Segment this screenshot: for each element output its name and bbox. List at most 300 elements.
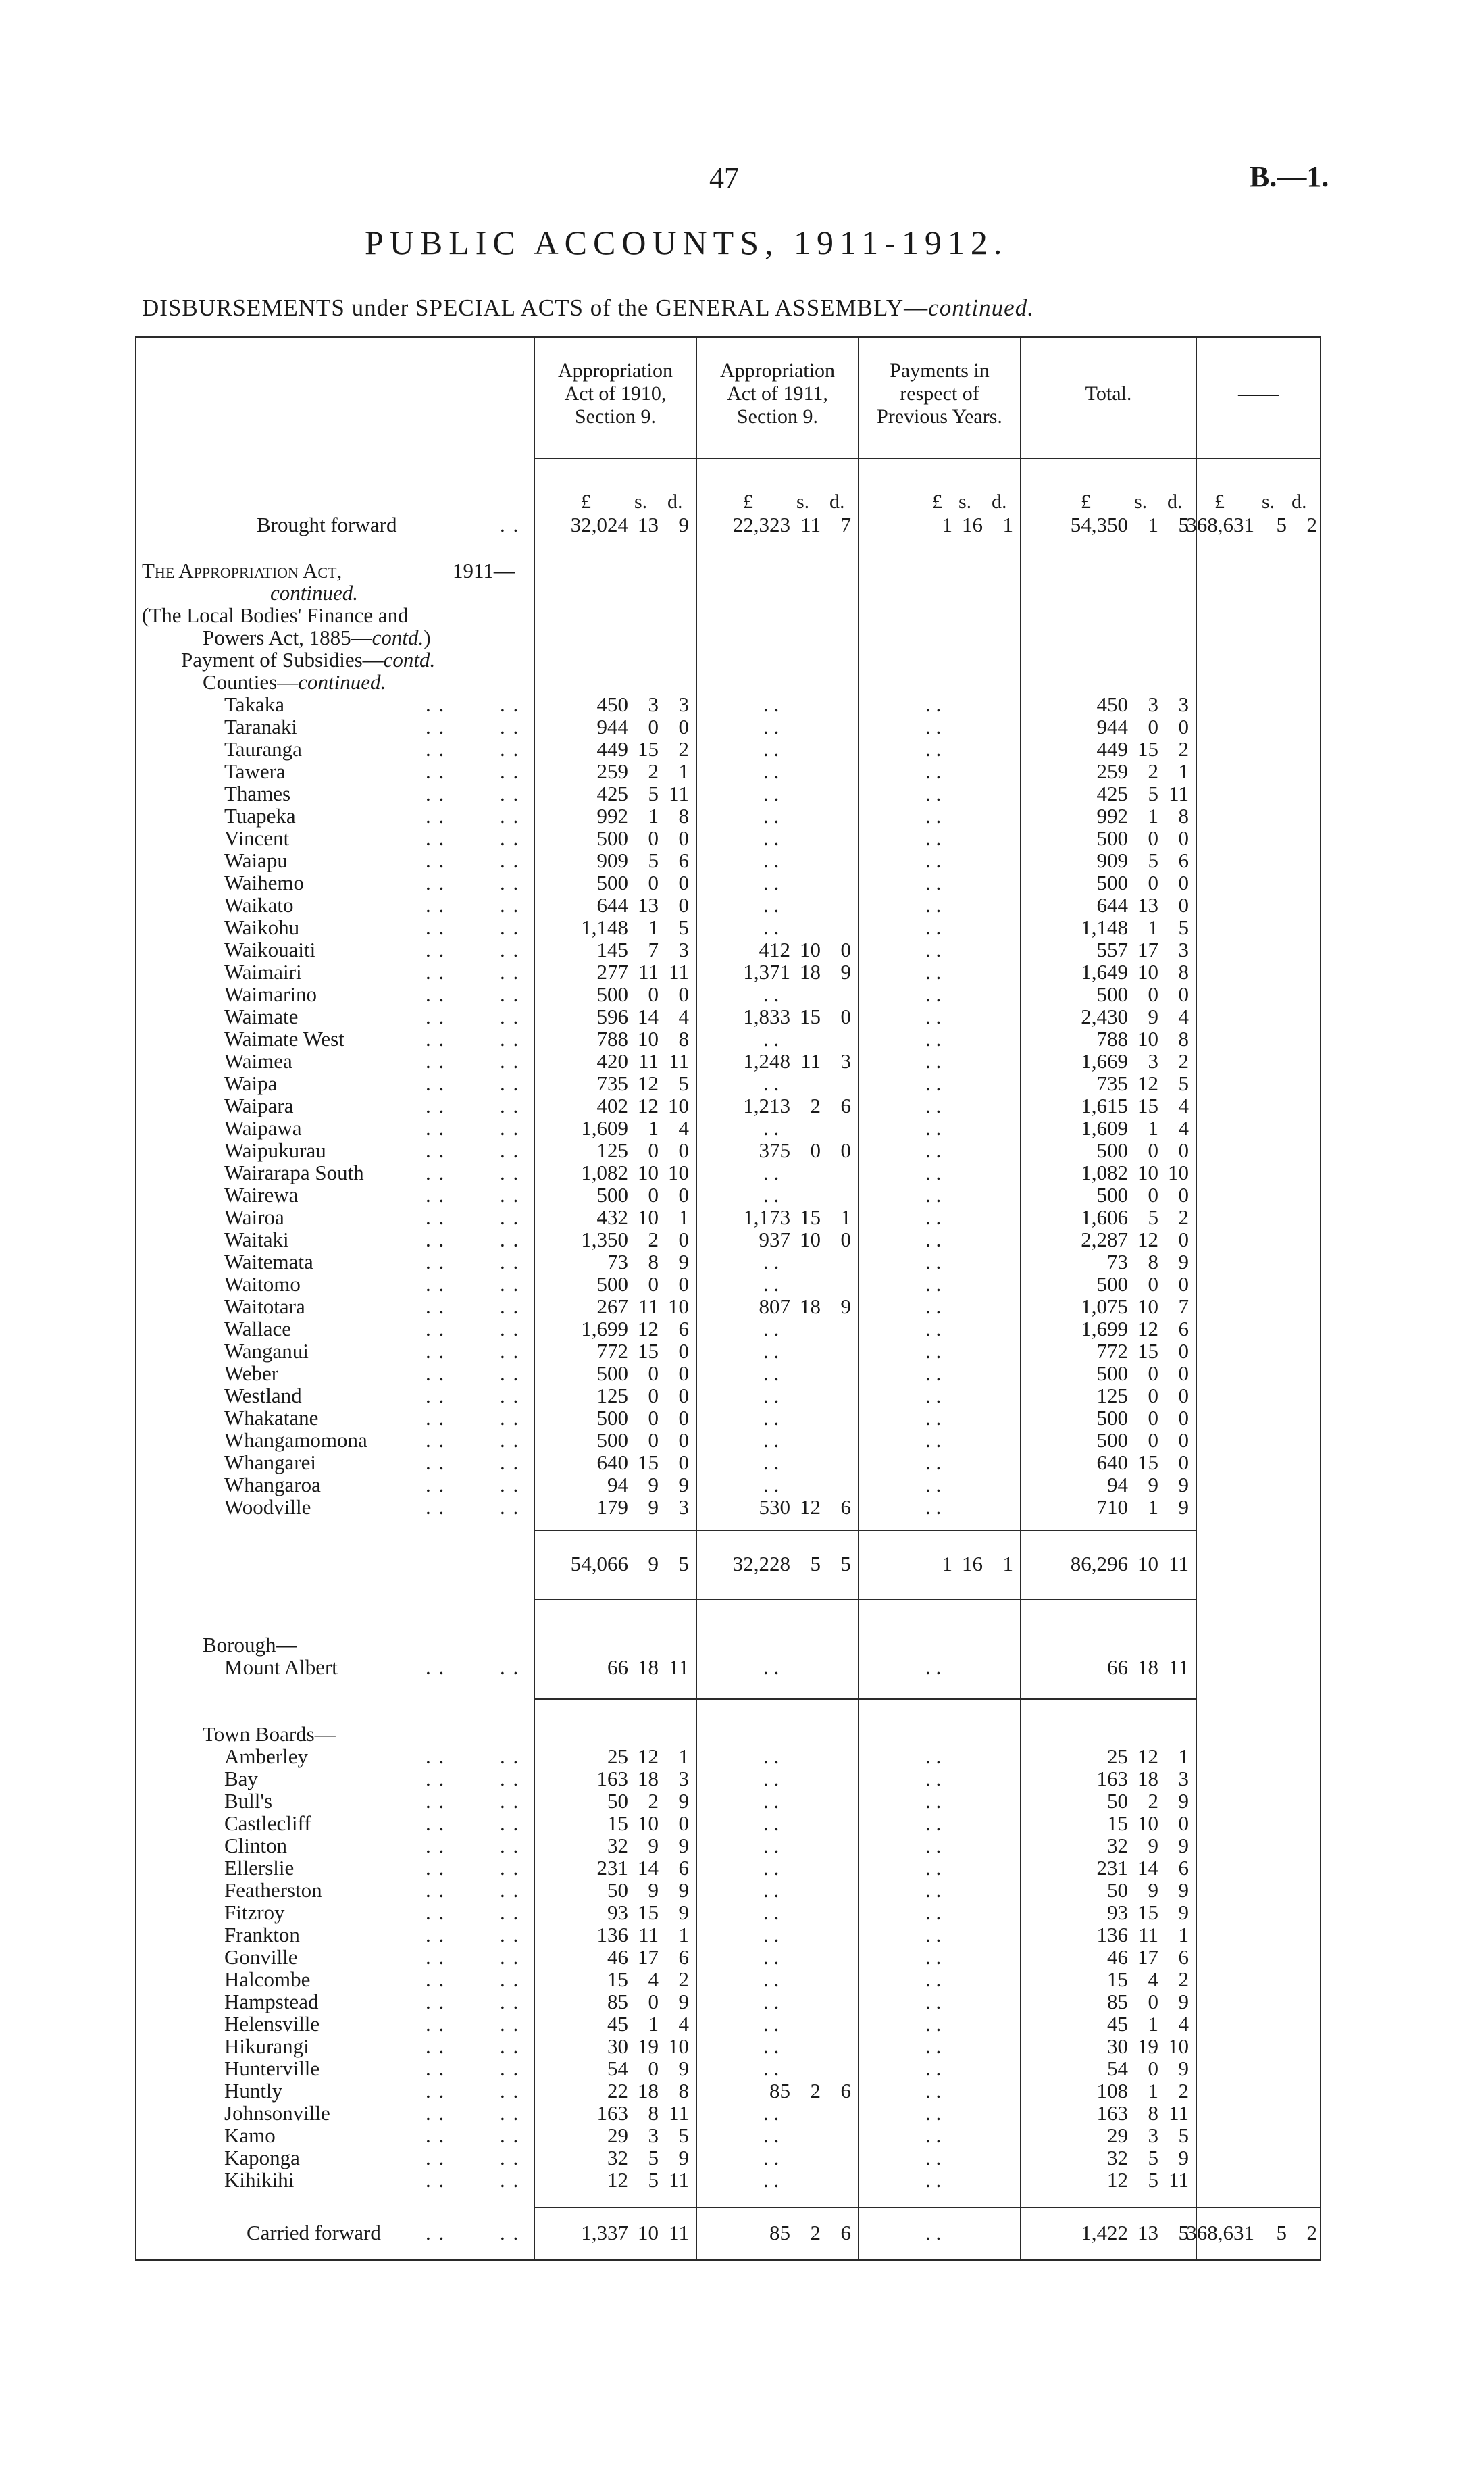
amount-pence: 2: [1306, 513, 1317, 536]
amount-pounds: 432: [596, 1205, 628, 1229]
county-row: [135, 738, 1321, 760]
amount-shillings: 0: [1148, 1406, 1158, 1430]
act-heading-line2: [135, 582, 1321, 604]
amount-pounds: 1,148: [1081, 915, 1128, 939]
amount-pounds: 368,631: [1186, 513, 1254, 536]
nil-dots: . .: [925, 1990, 942, 2013]
amount-pence: 0: [678, 1138, 689, 1162]
amount-pounds: 25: [1107, 1744, 1128, 1768]
amount-pounds: 30: [1107, 2034, 1128, 2058]
nil-dots: . .: [925, 1339, 942, 1363]
leader-dots: . .: [426, 849, 446, 872]
amount-shillings: 10: [1137, 1294, 1158, 1318]
amount-pence: 9: [678, 1789, 689, 1813]
town-board-row: [135, 2102, 1321, 2124]
amount-shillings: 12: [638, 1744, 659, 1768]
act-heading-line3: [135, 604, 1321, 626]
nil-dots: . .: [763, 871, 779, 895]
row-label: Wanganui: [224, 1339, 309, 1363]
leader-dots: . .: [500, 715, 520, 738]
nil-dots: . .: [925, 1655, 942, 1679]
county-row: [135, 1362, 1321, 1384]
amount-pounds: 46: [607, 1945, 628, 1969]
amount-shillings: 2: [1148, 1789, 1158, 1813]
amount-pounds: 909: [596, 849, 628, 872]
leader-dots: . .: [500, 1834, 520, 1857]
unit-d-2: d.: [829, 490, 845, 513]
amount-pounds: 640: [1096, 1451, 1128, 1474]
amount-pence: 6: [678, 1945, 689, 1969]
nil-dots: . .: [763, 1811, 779, 1835]
amount-pounds: 807: [759, 1294, 790, 1318]
amount-pounds: 368,631: [1186, 2221, 1254, 2244]
leader-dots: . .: [426, 1878, 446, 1902]
amount-pounds: 1,606: [1081, 1205, 1128, 1229]
town-board-row: [135, 1857, 1321, 1879]
amount-pounds: 1,609: [1081, 1116, 1128, 1140]
nil-dots: . .: [763, 1027, 779, 1051]
amount-pounds: 50: [1107, 1878, 1128, 1902]
amount-pounds: 500: [1096, 1428, 1128, 1452]
amount-pence: 0: [678, 1228, 689, 1251]
amount-pounds: 32,228: [732, 1552, 790, 1576]
nil-dots: . .: [925, 1789, 942, 1813]
amount-pounds: 259: [596, 759, 628, 783]
nil-dots: . .: [925, 826, 942, 850]
amount-shillings: 15: [1137, 1339, 1158, 1363]
amount-shillings: 19: [1137, 2034, 1158, 2058]
header-grand: ——: [1238, 382, 1279, 405]
leader-dots: . .: [426, 1205, 446, 1229]
amount-pence: 0: [678, 1183, 689, 1207]
nil-dots: . .: [925, 1072, 942, 1095]
borough-heading: Borough—: [203, 1633, 297, 1657]
leader-dots: . .: [500, 1856, 520, 1880]
amount-shillings: 10: [1137, 1161, 1158, 1184]
leader-dots: . .: [426, 1094, 446, 1117]
amount-pounds: 1,337: [581, 2221, 628, 2244]
amount-pence: 6: [678, 1317, 689, 1340]
leader-dots: . .: [500, 849, 520, 872]
brought-forward-row: [135, 513, 1321, 536]
act-heading-line4: [135, 626, 1321, 649]
leader-dots: . .: [426, 982, 446, 1006]
row-label: Waiapu: [224, 849, 288, 872]
amount-pounds: 500: [1096, 1183, 1128, 1207]
amount-shillings: 15: [638, 1339, 659, 1363]
row-label: Wallace: [224, 1317, 292, 1340]
amount-shillings: 5: [1148, 1205, 1158, 1229]
leader-dots: . .: [500, 1406, 520, 1430]
amount-pence: 6: [840, 1094, 851, 1117]
leader-dots: . .: [426, 759, 446, 783]
amount-pence: 0: [1178, 715, 1189, 738]
amount-pence: 0: [1178, 826, 1189, 850]
disbursements-table: [135, 336, 1321, 2261]
amount-pence: 11: [669, 1655, 689, 1679]
leader-dots: . .: [426, 1294, 446, 1318]
report-title: PUBLIC ACCOUNTS, 1911-1912.: [365, 224, 1008, 261]
amount-shillings: 1: [1148, 1116, 1158, 1140]
town-board-row: [135, 1834, 1321, 1857]
town-board-row: [135, 1923, 1321, 1946]
town-board-row: [135, 2124, 1321, 2146]
amount-pounds: 32: [607, 1834, 628, 1857]
amount-shillings: 2: [648, 1789, 659, 1813]
amount-pounds: 1,699: [581, 1317, 628, 1340]
county-row: [135, 1429, 1321, 1451]
amount-shillings: 5: [1276, 2221, 1287, 2244]
leader-dots: . .: [426, 1945, 446, 1969]
county-row: [135, 827, 1321, 849]
amount-shillings: 18: [638, 1655, 659, 1679]
leader-dots: . .: [500, 1027, 520, 1051]
county-row: [135, 715, 1321, 738]
amount-shillings: 1: [648, 1116, 659, 1140]
nil-dots: . .: [925, 1027, 942, 1051]
amount-shillings: 0: [648, 1990, 659, 2013]
leader-dots: . .: [426, 1138, 446, 1162]
row-label: Waitemata: [224, 1250, 313, 1274]
leader-dots: . .: [500, 1744, 520, 1768]
nil-dots: . .: [925, 737, 942, 761]
amount-pence: 0: [1178, 1339, 1189, 1363]
nil-dots: . .: [925, 715, 942, 738]
amount-pounds: 163: [1096, 2101, 1128, 2125]
borough-bottom-rule: [534, 1698, 1196, 1700]
amount-shillings: 15: [638, 737, 659, 761]
amount-pence: 9: [1178, 1473, 1189, 1496]
amount-shillings: 11: [1138, 1923, 1158, 1946]
leader-dots: . .: [500, 1655, 520, 1679]
header-app-1910: Appropriation Act of 1910, Section 9.: [558, 359, 673, 428]
nil-dots: . .: [925, 960, 942, 984]
amount-shillings: 18: [1137, 1767, 1158, 1790]
leader-dots: . .: [426, 1361, 446, 1385]
leader-dots: . .: [500, 1789, 520, 1813]
amount-shillings: 0: [1148, 826, 1158, 850]
amount-pounds: 500: [596, 871, 628, 895]
amount-pounds: 500: [1096, 1138, 1128, 1162]
county-row: [135, 1228, 1321, 1251]
amount-shillings: 10: [1137, 960, 1158, 984]
amount-shillings: 0: [648, 1138, 659, 1162]
amount-pounds: 22: [607, 2079, 628, 2103]
amount-shillings: 1: [1148, 1495, 1158, 1519]
nil-dots: . .: [763, 1923, 779, 1946]
amount-pounds: 596: [596, 1005, 628, 1028]
act-continued: continued.: [270, 581, 358, 605]
row-label: Mount Albert: [224, 1655, 338, 1679]
amount-pounds: 93: [1107, 1901, 1128, 1924]
leader-dots: . .: [500, 2168, 520, 2192]
amount-shillings: 0: [648, 1361, 659, 1385]
amount-pence: 9: [678, 1878, 689, 1902]
nil-dots: . .: [925, 1811, 942, 1835]
nil-dots: . .: [763, 893, 779, 917]
leader-dots: . .: [426, 1406, 446, 1430]
unit-s-1: s.: [634, 490, 648, 513]
amount-pence: 1: [1002, 1552, 1013, 1576]
leader-dots: . .: [426, 2123, 446, 2147]
amount-pounds: 500: [1096, 982, 1128, 1006]
leader-dots: . .: [426, 1967, 446, 1991]
amount-pounds: 1,082: [1081, 1161, 1128, 1184]
leader-dots: . .: [500, 2146, 520, 2169]
amount-pence: 0: [1178, 1384, 1189, 1407]
amount-pounds: 231: [1096, 1856, 1128, 1880]
amount-pence: 9: [840, 960, 851, 984]
row-label: Waitotara: [224, 1294, 305, 1318]
amount-pence: 9: [678, 2146, 689, 2169]
amount-pence: 4: [678, 2012, 689, 2036]
amount-shillings: 12: [1137, 1744, 1158, 1768]
county-row: [135, 1028, 1321, 1050]
leader-dots: . .: [500, 782, 520, 805]
row-label: Taranaki: [224, 715, 297, 738]
row-label: Hampstead: [224, 1990, 319, 2013]
report-code: B.—1.: [1250, 160, 1329, 193]
row-label: Waitomo: [224, 1272, 301, 1296]
amount-pounds: 992: [1096, 804, 1128, 828]
amount-pounds: 772: [1096, 1339, 1128, 1363]
nil-dots: . .: [925, 1744, 942, 1768]
leader-dots: . .: [500, 1294, 520, 1318]
amount-pounds: 29: [1107, 2123, 1128, 2147]
nil-dots: . .: [925, 1094, 942, 1117]
county-row: [135, 938, 1321, 961]
table-top-rule: [135, 336, 1321, 338]
unit-d-4: d.: [1167, 490, 1183, 513]
amount-pounds: 772: [596, 1339, 628, 1363]
row-label: Clinton: [224, 1834, 288, 1857]
amount-pence: 5: [1178, 2123, 1189, 2147]
amount-shillings: 0: [648, 982, 659, 1006]
amount-pounds: 94: [607, 1473, 628, 1496]
leader-dots: . .: [426, 1339, 446, 1363]
amount-pence: 5: [1178, 915, 1189, 939]
amount-pence: 10: [1168, 1161, 1189, 1184]
amount-pounds: 50: [607, 1789, 628, 1813]
row-label: Woodville: [224, 1495, 311, 1519]
nil-dots: . .: [925, 2168, 942, 2192]
amount-pence: 11: [669, 2168, 689, 2192]
row-label: Waimarino: [224, 982, 317, 1006]
amount-pence: 3: [678, 1495, 689, 1519]
leader-dots: . .: [426, 2168, 446, 2192]
nil-dots: . .: [763, 782, 779, 805]
amount-shillings: 10: [1137, 1027, 1158, 1051]
amount-pounds: 2,287: [1081, 1228, 1128, 1251]
leader-dots: . .: [426, 938, 446, 961]
nil-dots: . .: [925, 782, 942, 805]
amount-pence: 5: [1178, 1072, 1189, 1095]
nil-dots: . .: [925, 2101, 942, 2125]
amount-shillings: 3: [648, 2123, 659, 2147]
amount-shillings: 5: [1148, 849, 1158, 872]
amount-shillings: 5: [648, 849, 659, 872]
act-heading-line6: [135, 671, 1321, 693]
amount-pounds: 32: [1107, 1834, 1128, 1857]
nil-dots: . .: [925, 1272, 942, 1296]
amount-shillings: 12: [800, 1495, 821, 1519]
leader-dots: . .: [500, 915, 520, 939]
amount-shillings: 12: [1137, 1228, 1158, 1251]
row-label: Waimate West: [224, 1027, 344, 1051]
nil-dots: . .: [763, 2034, 779, 2058]
row-label: Waitaki: [224, 1228, 289, 1251]
row-label: Hikurangi: [224, 2034, 309, 2058]
leader-dots: . .: [500, 1339, 520, 1363]
county-row: [135, 1451, 1321, 1474]
leader-dots: . .: [500, 1094, 520, 1117]
amount-pounds: 449: [1096, 737, 1128, 761]
county-row: [135, 961, 1321, 983]
town-board-row: [135, 2080, 1321, 2102]
row-label: Weber: [224, 1361, 279, 1385]
amount-pence: 10: [668, 1294, 689, 1318]
amount-shillings: 9: [648, 1473, 659, 1496]
amount-pence: 11: [1169, 2168, 1189, 2192]
leader-dots: . .: [500, 2123, 520, 2147]
amount-pence: 8: [1178, 804, 1189, 828]
amount-pence: 0: [678, 1272, 689, 1296]
amount-pounds: 163: [596, 1767, 628, 1790]
nil-dots: . .: [925, 2012, 942, 2036]
leader-dots: . .: [426, 1990, 446, 2013]
nil-dots: . .: [925, 871, 942, 895]
amount-pounds: 179: [596, 1495, 628, 1519]
amount-pence: 9: [1178, 2057, 1189, 2080]
nil-dots: . .: [763, 759, 779, 783]
amount-pence: 2: [678, 1967, 689, 1991]
amount-shillings: 11: [638, 1294, 659, 1318]
leader-dots: . .: [500, 1072, 520, 1095]
amount-shillings: 10: [800, 1228, 821, 1251]
amount-pounds: 32: [607, 2146, 628, 2169]
amount-shillings: 1: [648, 804, 659, 828]
leader-dots: . .: [426, 1384, 446, 1407]
amount-shillings: 1: [648, 2012, 659, 2036]
amount-pounds: 85: [769, 2079, 790, 2103]
amount-shillings: 5: [1148, 782, 1158, 805]
nil-dots: . .: [763, 1901, 779, 1924]
header-bottom-rule: [534, 458, 1321, 459]
amount-shillings: 0: [1148, 2057, 1158, 2080]
nil-dots: . .: [763, 1161, 779, 1184]
leader-dots: . .: [426, 2034, 446, 2058]
leader-dots: . .: [500, 1901, 520, 1924]
amount-pence: 6: [678, 1856, 689, 1880]
leader-dots: . .: [500, 2101, 520, 2125]
nil-dots: . .: [925, 1361, 942, 1385]
amount-pounds: 163: [596, 2101, 628, 2125]
row-label: Whakatane: [224, 1406, 319, 1430]
amount-pence: 0: [1178, 871, 1189, 895]
row-label: Whangarei: [224, 1451, 316, 1474]
town-board-row: [135, 1767, 1321, 1790]
amount-shillings: 3: [648, 693, 659, 716]
amount-pence: 3: [1178, 938, 1189, 961]
nil-dots: . .: [763, 826, 779, 850]
subtotal-bottom-rule: [534, 1599, 1196, 1600]
amount-pounds: 375: [759, 1138, 790, 1162]
amount-pence: 6: [1178, 1317, 1189, 1340]
sub-act-text: Powers Act, 1885—: [203, 626, 372, 649]
amount-shillings: 1: [1148, 513, 1158, 536]
amount-pounds: 108: [1096, 2079, 1128, 2103]
county-row: [135, 805, 1321, 827]
town-board-row: [135, 1812, 1321, 1834]
row-label: Bull's: [224, 1789, 273, 1813]
amount-pounds: 909: [1096, 849, 1128, 872]
amount-pounds: 32: [1107, 2146, 1128, 2169]
counties-subtotal-row: [135, 1553, 1321, 1575]
amount-shillings: 2: [1148, 759, 1158, 783]
nil-dots: . .: [763, 1406, 779, 1430]
amount-pence: 5: [678, 1552, 689, 1576]
amount-pence: 0: [678, 715, 689, 738]
amount-pence: 1: [840, 1205, 851, 1229]
amount-pounds: 50: [1107, 1789, 1128, 1813]
amount-pounds: 1,082: [581, 1161, 628, 1184]
amount-shillings: 0: [1148, 1428, 1158, 1452]
nil-dots: . .: [925, 1473, 942, 1496]
unit-s-3: s.: [958, 490, 972, 513]
nil-dots: . .: [925, 1116, 942, 1140]
leader-dots: . .: [426, 1473, 446, 1496]
amount-pounds: 640: [596, 1451, 628, 1474]
amount-pounds: 145: [596, 938, 628, 961]
amount-pence: 0: [678, 826, 689, 850]
amount-pounds: 500: [1096, 826, 1128, 850]
amount-pence: 4: [1178, 1005, 1189, 1028]
nil-dots: . .: [763, 1451, 779, 1474]
amount-pounds: 1,371: [743, 960, 790, 984]
amount-shillings: 13: [1137, 893, 1158, 917]
leader-dots: . .: [426, 1834, 446, 1857]
unit-pound-5: £: [1214, 490, 1225, 513]
row-label: Takaka: [224, 693, 285, 716]
town-board-row: [135, 1901, 1321, 1923]
town-board-row: [135, 2035, 1321, 2057]
leader-dots: . .: [500, 1451, 520, 1474]
leader-dots: . .: [500, 1161, 520, 1184]
amount-pounds: 45: [607, 2012, 628, 2036]
row-label: Waipa: [224, 1072, 278, 1095]
amount-pence: 0: [678, 982, 689, 1006]
leader-dots: . .: [426, 1005, 446, 1028]
leader-dots: . .: [500, 2034, 520, 2058]
amount-shillings: 9: [1148, 1878, 1158, 1902]
leader-dots: . .: [500, 1228, 520, 1251]
amount-pounds: 402: [596, 1094, 628, 1117]
nil-dots: . .: [763, 1183, 779, 1207]
amount-pounds: 1,213: [743, 1094, 790, 1117]
nil-dots: . .: [925, 1923, 942, 1946]
amount-shillings: 9: [1148, 1005, 1158, 1028]
amount-pence: 2: [678, 737, 689, 761]
amount-pence: 6: [840, 1495, 851, 1519]
leader-dots: . .: [500, 1250, 520, 1274]
leader-dots: . .: [426, 1317, 446, 1340]
amount-shillings: 0: [648, 2057, 659, 2080]
row-label: Wairoa: [224, 1205, 284, 1229]
amount-shillings: 10: [638, 1027, 659, 1051]
leader-dots: . .: [500, 1923, 520, 1946]
leader-dots: . .: [500, 513, 520, 536]
amount-shillings: 8: [648, 2101, 659, 2125]
